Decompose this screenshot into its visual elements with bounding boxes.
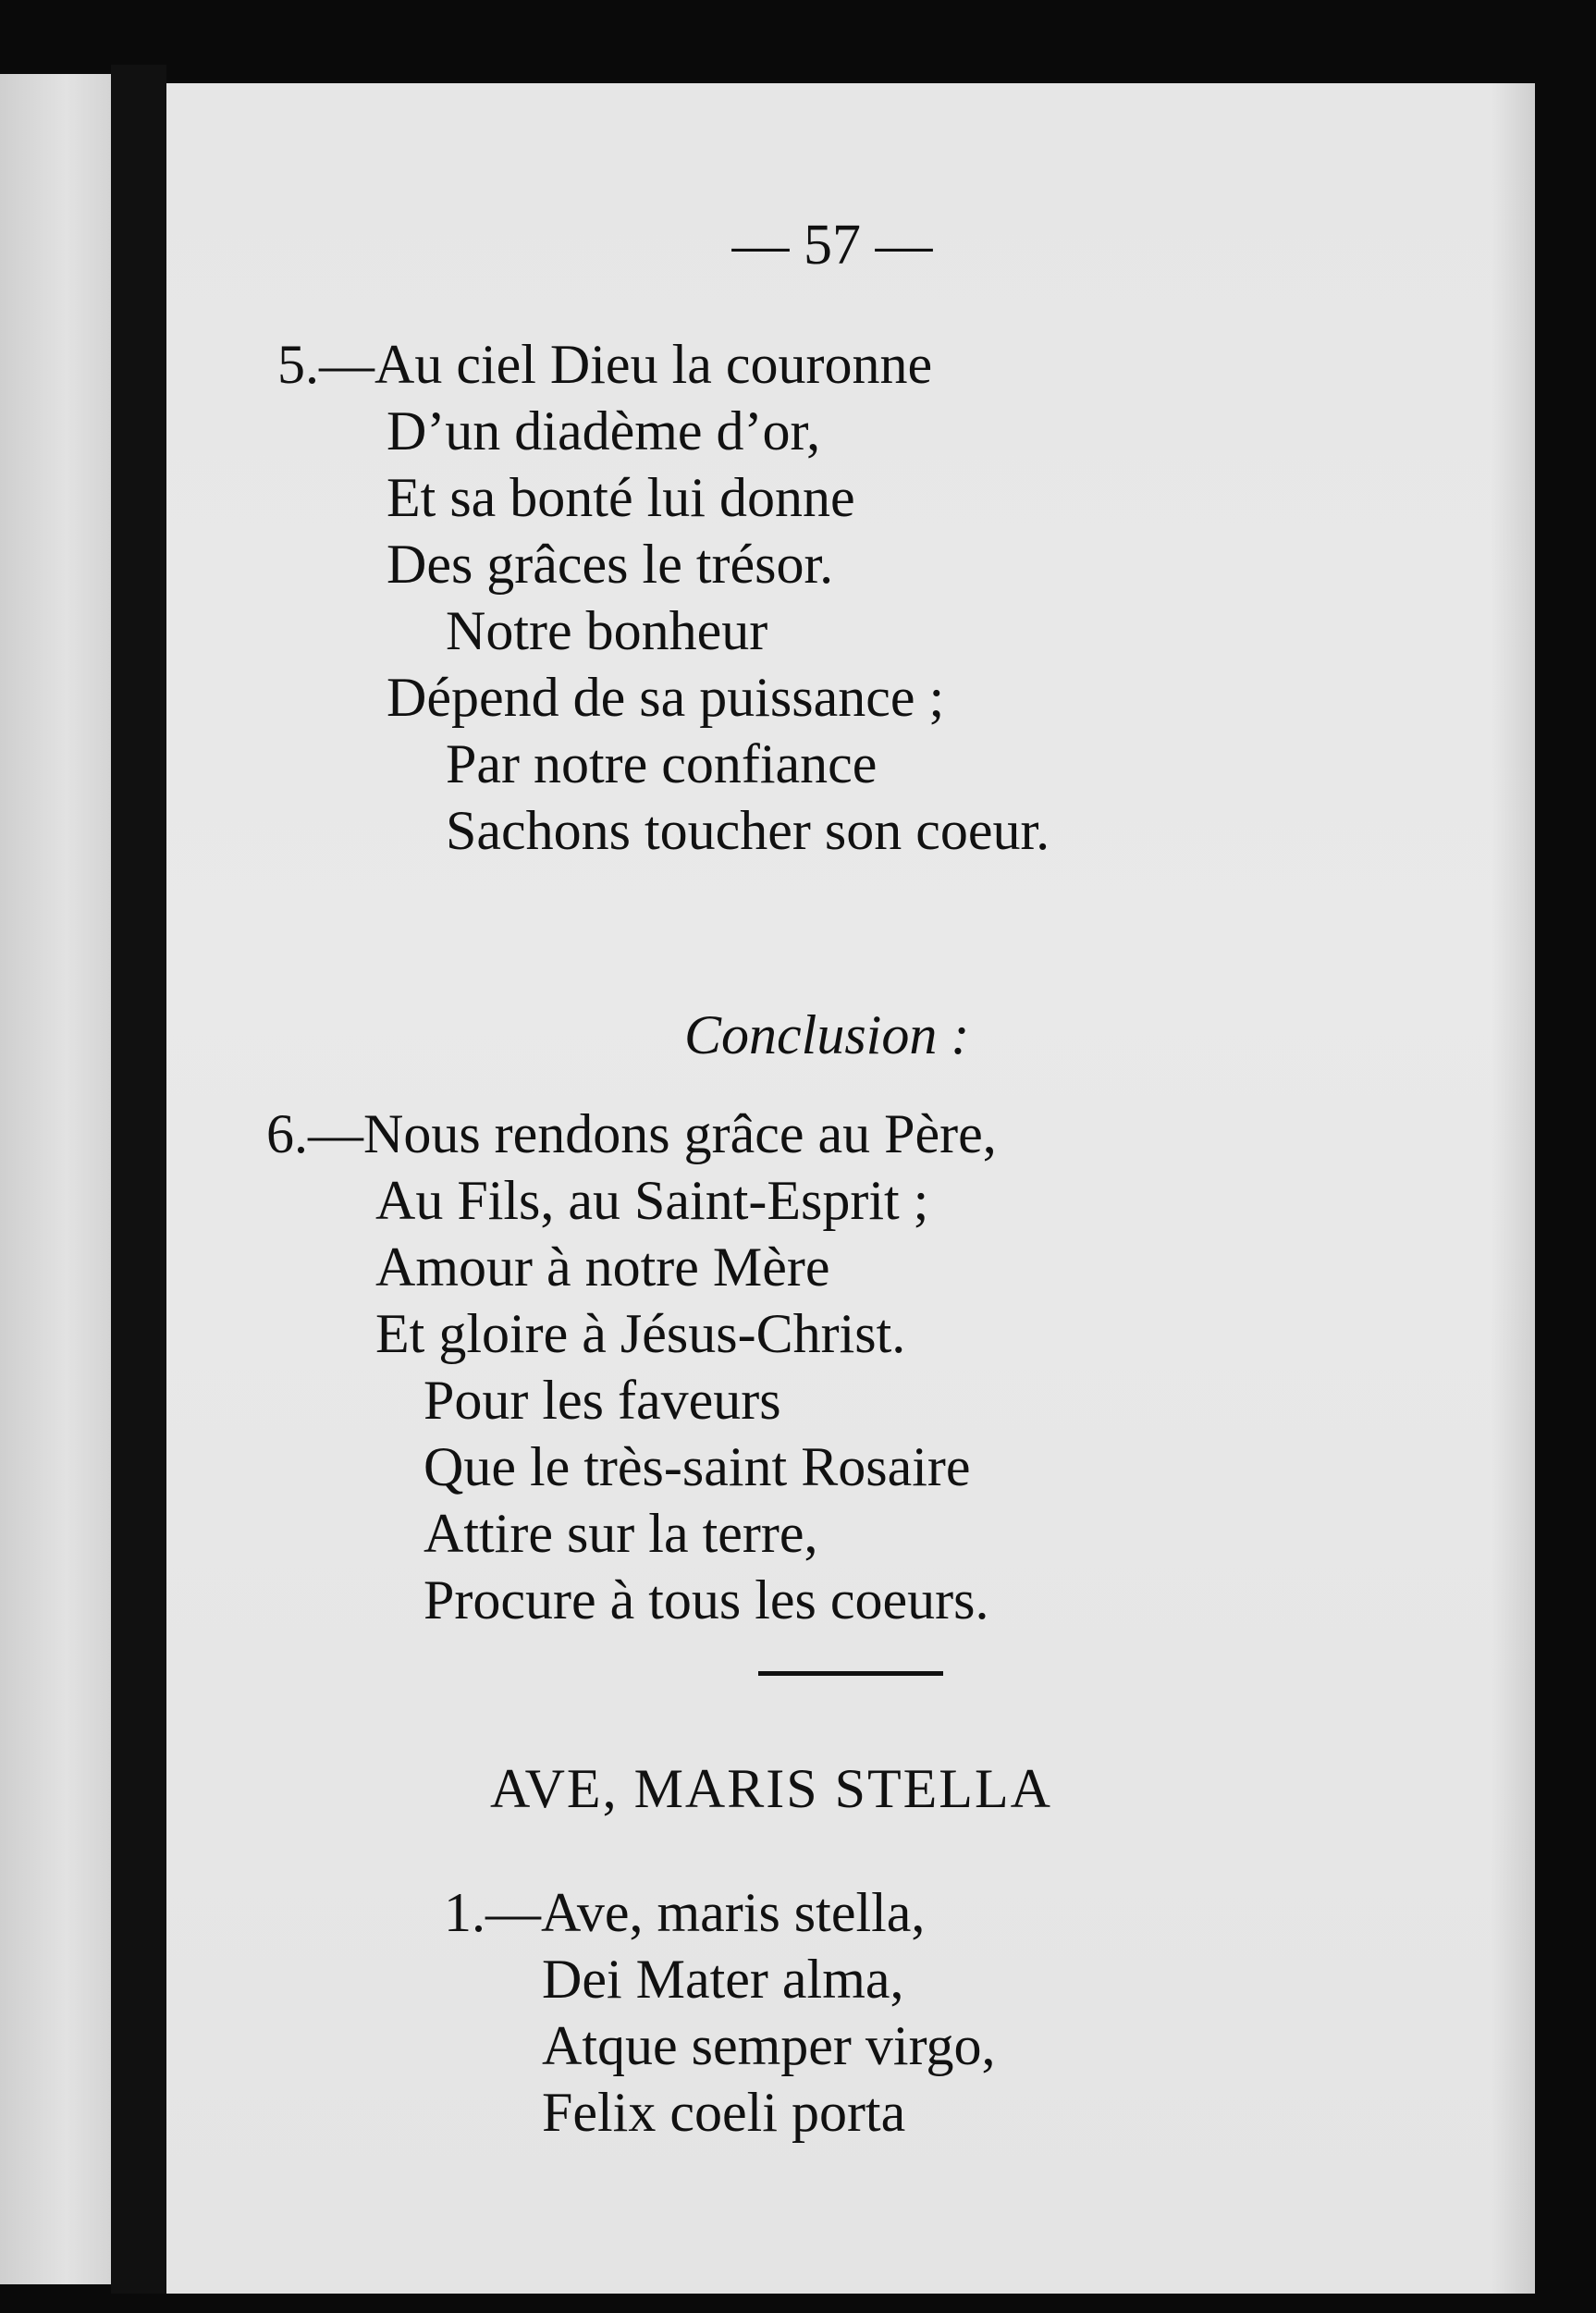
stanza-line: Dépend de sa puissance ;: [387, 667, 945, 728]
page-shadow: [1491, 83, 1535, 2294]
stanza-line: Amour à notre Mère: [375, 1236, 830, 1298]
stanza-line: Et gloire à Jésus-Christ.: [375, 1303, 906, 1364]
book-gutter: [111, 65, 166, 2294]
stanza-line: Pour les faveurs: [424, 1370, 781, 1431]
stanza-line: Dei Mater alma,: [542, 1949, 904, 2010]
hymn-stanza-1: [444, 1879, 995, 2146]
stanza-line: Que le très-saint Rosaire: [424, 1436, 971, 1497]
page-number: — 57 —: [731, 214, 933, 277]
stanza-5: [277, 331, 1050, 864]
stanza-line: Procure à tous les coeurs.: [424, 1569, 989, 1630]
stanza-line: Atque semper virgo,: [542, 2015, 996, 2076]
stanza-line: Et sa bonté lui donne: [387, 467, 855, 528]
hymn-title: AVE, MARIS STELLA: [490, 1758, 1052, 1819]
book-page: [166, 83, 1535, 2294]
stanza-line: D’un diadème d’or,: [387, 400, 821, 461]
stanza-6: [266, 1101, 997, 1633]
stanza-line: 5.—Au ciel Dieu la couronne: [277, 334, 933, 395]
facing-page-edge: [0, 74, 111, 2284]
stanza-line: Au Fils, au Saint-Esprit ;: [375, 1170, 929, 1231]
stanza-line: Des grâces le trésor.: [387, 534, 834, 595]
stanza-line: Attire sur la terre,: [424, 1503, 818, 1564]
stanza-line: Sachons toucher son coeur.: [446, 800, 1050, 861]
stanza-line: 1.—Ave, maris stella,: [444, 1882, 926, 1943]
stanza-line: 6.—Nous rendons grâce au Père,: [266, 1103, 997, 1164]
conclusion-heading: Conclusion :: [684, 1004, 970, 1065]
stanza-line: Notre bonheur: [446, 600, 768, 661]
stanza-line: Par notre confiance: [446, 733, 878, 794]
section-divider: [758, 1671, 943, 1676]
stanza-line: Felix coeli porta: [542, 2082, 906, 2143]
